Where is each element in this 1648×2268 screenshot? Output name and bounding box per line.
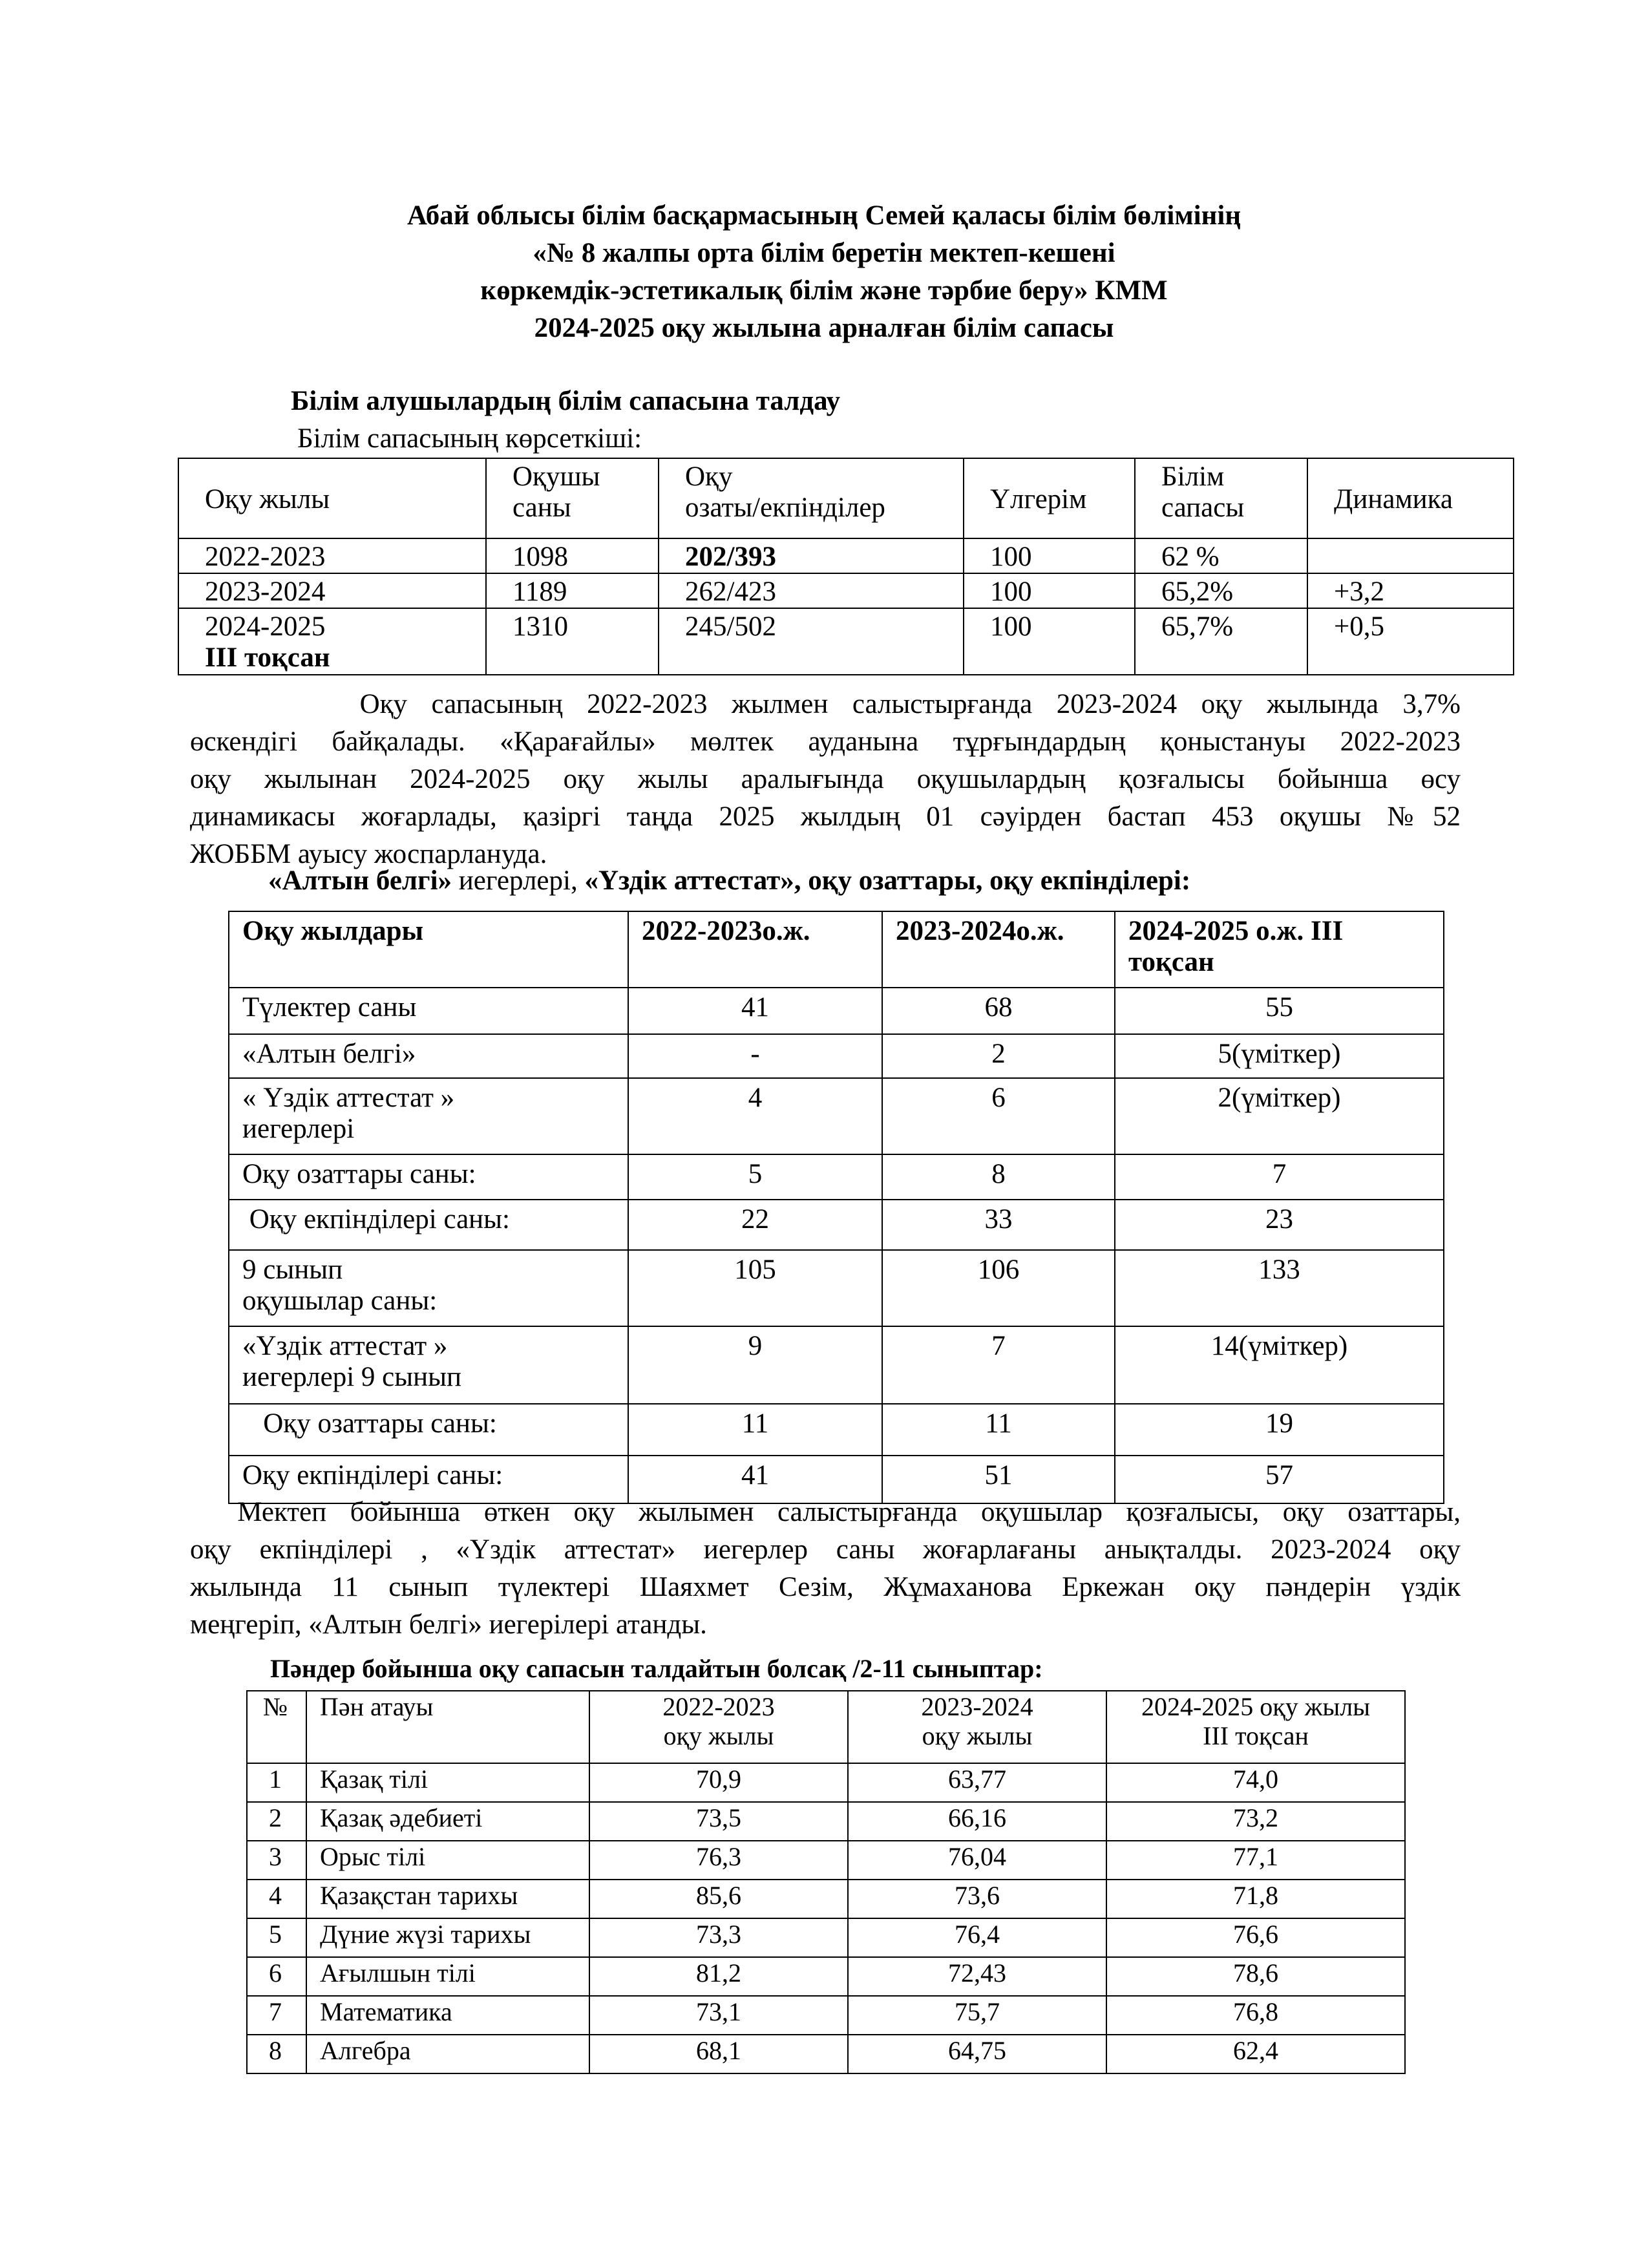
paragraph-line: динамикасы жоғарлады, қазіргі таңда 2025 жылдың 01 сәуірден бастап 453 оқушы №52 bbox=[190, 801, 1461, 832]
table1-cell-dynamics: +0,5 bbox=[1307, 608, 1514, 674]
table3-cell-subject: Қазақстан тарихы bbox=[306, 1880, 589, 1918]
table3-cell-subject: Қазақ тілі bbox=[306, 1763, 589, 1802]
table3-cell-number: 8 bbox=[247, 2035, 306, 2073]
table3-cell-value: 76,04 bbox=[848, 1841, 1106, 1880]
table2-cell-value: 9 bbox=[628, 1326, 882, 1404]
paragraph-line: өскендігі байқалады. «Қарағайлы» мөлтек ауданына тұрғындардың қоныстануы 2022-2023 bbox=[190, 726, 1461, 757]
subject-quality-table bbox=[246, 1690, 1406, 2074]
table2-cell-value: 11 bbox=[882, 1404, 1115, 1456]
table-row bbox=[178, 538, 1514, 573]
table2-cell-value: 23 bbox=[1115, 1200, 1444, 1250]
table3-cell-number: 1 bbox=[247, 1763, 306, 1802]
table1-cell-students: 1098 bbox=[486, 538, 659, 573]
table3-cell-subject: Ағылшын тілі bbox=[306, 1957, 589, 1996]
table3-header-2022: 2022-2023 оқу жылы bbox=[589, 1691, 848, 1763]
table2-header-2024: 2024-2025 о.ж. ІІІ тоқсан bbox=[1115, 911, 1444, 988]
table2-cell-value: 41 bbox=[628, 988, 882, 1034]
table2-body bbox=[229, 988, 1444, 1503]
table-row bbox=[229, 1326, 1444, 1404]
table1-header-dynamics: Динамика bbox=[1307, 458, 1514, 538]
table3-cell-value: 74,0 bbox=[1106, 1763, 1405, 1802]
table3-cell-value: 76,3 bbox=[589, 1841, 848, 1880]
table2-cell-value: 106 bbox=[882, 1250, 1115, 1326]
table3-cell-value: 63,77 bbox=[848, 1763, 1106, 1802]
table1-header-row bbox=[178, 458, 1514, 538]
table3-cell-subject: Орыс тілі bbox=[306, 1841, 589, 1880]
table2-cell-value: 51 bbox=[882, 1456, 1115, 1503]
table3-header-row bbox=[247, 1691, 1405, 1763]
table-row bbox=[229, 1154, 1444, 1200]
table3-cell-value: 62,4 bbox=[1106, 2035, 1405, 2073]
table3-cell-value: 64,75 bbox=[848, 2035, 1106, 2073]
table2-cell-value: 14(үміткер) bbox=[1115, 1326, 1444, 1404]
table3-cell-value: 76,4 bbox=[848, 1918, 1106, 1957]
table3-cell-value: 73,3 bbox=[589, 1918, 848, 1957]
paragraph-quality-analysis bbox=[190, 686, 1461, 873]
table-row bbox=[178, 608, 1514, 674]
table-row bbox=[178, 573, 1514, 608]
table3-cell-number: 4 bbox=[247, 1880, 306, 1918]
table2-cell-value: 105 bbox=[628, 1250, 882, 1326]
table3-cell-value: 66,16 bbox=[848, 1802, 1106, 1841]
table2-cell-value: 133 bbox=[1115, 1250, 1444, 1326]
section1-subheading: Білім сапасының көрсеткіші: bbox=[297, 423, 642, 454]
table2-cell-value: 4 bbox=[628, 1078, 882, 1154]
paragraph-line: Мектеп бойынша өткен оқу жылымен салыстырғанда оқушылар қозғалысы, оқу озаттары, bbox=[190, 1497, 1461, 1527]
table-row bbox=[229, 1078, 1444, 1154]
table1-cell-honors: 202/393 bbox=[659, 538, 964, 573]
table3-header-subject: Пән атауы bbox=[306, 1691, 589, 1763]
table2-cell-value: 6 bbox=[882, 1078, 1115, 1154]
table3-body bbox=[247, 1763, 1405, 2073]
table1-cell-progress: 100 bbox=[964, 538, 1135, 573]
table3-cell-value: 73,1 bbox=[589, 1996, 848, 2035]
table2-cell-value: 8 bbox=[882, 1154, 1115, 1200]
table3-cell-value: 68,1 bbox=[589, 2035, 848, 2073]
table-row bbox=[229, 1250, 1444, 1326]
table2-cell-value: 19 bbox=[1115, 1404, 1444, 1456]
table2-cell-value: 55 bbox=[1115, 988, 1444, 1034]
table3-cell-number: 3 bbox=[247, 1841, 306, 1880]
table1-cell-students: 1189 bbox=[486, 573, 659, 608]
table2-cell-value: 68 bbox=[882, 988, 1115, 1034]
table-row bbox=[247, 1802, 1405, 1841]
table2-cell-label: Оқу екпінділері саны: bbox=[229, 1456, 628, 1503]
table3-cell-number: 2 bbox=[247, 1802, 306, 1841]
table1-header-honors: Оқу озаты/екпінділер bbox=[659, 458, 964, 538]
table3-cell-value: 77,1 bbox=[1106, 1841, 1405, 1880]
table2-cell-value: 11 bbox=[628, 1404, 882, 1456]
table1-header-year: Оқу жылы bbox=[178, 458, 486, 538]
table3-cell-number: 7 bbox=[247, 1996, 306, 2035]
table2-cell-value: 5 bbox=[628, 1154, 882, 1200]
document-title bbox=[259, 197, 1389, 347]
table2-cell-label: «Алтын белгі» bbox=[229, 1034, 628, 1078]
table3-header-2023: 2023-2024 оқу жылы bbox=[848, 1691, 1106, 1763]
table2-cell-label: Түлектер саны bbox=[229, 988, 628, 1034]
table2-header-2022: 2022-2023о.ж. bbox=[628, 911, 882, 988]
table1-cell-quality: 65,7% bbox=[1135, 608, 1307, 674]
table3-cell-value: 76,6 bbox=[1106, 1918, 1405, 1957]
table-row bbox=[247, 1880, 1405, 1918]
table1-cell-honors: 245/502 bbox=[659, 608, 964, 674]
table2-cell-label: Оқу екпінділері саны: bbox=[229, 1200, 628, 1250]
table3-cell-value: 72,43 bbox=[848, 1957, 1106, 1996]
paragraph-line: ЖОББМ ауысу жоспарлануда. bbox=[190, 839, 547, 869]
table1-cell-quality: 62 % bbox=[1135, 538, 1307, 573]
quality-indicator-table bbox=[178, 458, 1514, 675]
table3-cell-number: 6 bbox=[247, 1957, 306, 1996]
table1-header-progress: Үлгерім bbox=[964, 458, 1135, 538]
table-row bbox=[229, 988, 1444, 1034]
table2-cell-value: 33 bbox=[882, 1200, 1115, 1250]
paragraph-movement-analysis bbox=[190, 1494, 1461, 1644]
table2-cell-label: 9 сынып оқушылар саны: bbox=[229, 1250, 628, 1326]
table-row bbox=[247, 1996, 1405, 2035]
table1-cell-year: 2023-2024 bbox=[178, 573, 486, 608]
table3-cell-value: 76,8 bbox=[1106, 1996, 1405, 2035]
table2-cell-value: 57 bbox=[1115, 1456, 1444, 1503]
table2-cell-value: 5(үміткер) bbox=[1115, 1034, 1444, 1078]
table1-cell-progress: 100 bbox=[964, 608, 1135, 674]
table2-cell-value: 2 bbox=[882, 1034, 1115, 1078]
paragraph-line: оқу екпінділері , «Үздік аттестат» иегерлер саны жоғарлағаны анықталды. 2023-2024 оқу bbox=[190, 1534, 1461, 1565]
table3-header-2024: 2024-2025 оқу жылы ІІІ тоқсан bbox=[1106, 1691, 1405, 1763]
table1-cell-dynamics bbox=[1307, 538, 1514, 573]
table-row bbox=[247, 1918, 1405, 1957]
table1-cell-quality: 65,2% bbox=[1135, 573, 1307, 608]
section2-heading: «Алтын белгі» иегерлері, «Үздік аттестат», оқу озаттары, оқу екпінділері: bbox=[268, 865, 1191, 896]
table3-cell-number: 5 bbox=[247, 1918, 306, 1957]
table2-cell-label: Оқу озаттары саны: bbox=[229, 1404, 628, 1456]
table3-cell-value: 70,9 bbox=[589, 1763, 848, 1802]
table3-cell-value: 73,6 bbox=[848, 1880, 1106, 1918]
table2-cell-value: 41 bbox=[628, 1456, 882, 1503]
table3-cell-value: 71,8 bbox=[1106, 1880, 1405, 1918]
table3-cell-value: 85,6 bbox=[589, 1880, 848, 1918]
paragraph-line: оқу жылынан 2024-2025 оқу жылы аралығында оқушылардың қозғалысы бойынша өсу bbox=[190, 764, 1461, 794]
table2-cell-label: «Үздік аттестат » иегерлері 9 сынып bbox=[229, 1326, 628, 1404]
table3-header-number: № bbox=[247, 1691, 306, 1763]
title-line-4: 2024-2025 оқу жылына арналған білім сапасы bbox=[534, 313, 1114, 343]
table1-cell-progress: 100 bbox=[964, 573, 1135, 608]
title-line-3: көркемдік-эстетикалық білім және тәрбие беру» КММ bbox=[480, 275, 1168, 306]
table3-cell-value: 78,6 bbox=[1106, 1957, 1405, 1996]
table3-cell-value: 73,5 bbox=[589, 1802, 848, 1841]
table-row bbox=[229, 1034, 1444, 1078]
table2-header-years: Оқу жылдары bbox=[229, 911, 628, 988]
paragraph-line: Оқу сапасының 2022-2023 жылмен салыстырғанда 2023-2024 оқу жылында 3,7% bbox=[190, 689, 1461, 719]
table3-cell-subject: Дүние жүзі тарихы bbox=[306, 1918, 589, 1957]
table3-cell-subject: Математика bbox=[306, 1996, 589, 2035]
table2-cell-value: 7 bbox=[882, 1326, 1115, 1404]
table-row bbox=[247, 1763, 1405, 1802]
table1-cell-students: 1310 bbox=[486, 608, 659, 674]
table-row bbox=[229, 1404, 1444, 1456]
paragraph-line: жылында 11 сынып түлектері Шаяхмет Сезім, Жұмаханова Еркежан оқу пәндерін үздік bbox=[190, 1572, 1461, 1602]
table2-cell-value: 7 bbox=[1115, 1154, 1444, 1200]
table-row bbox=[247, 2035, 1405, 2073]
title-line-1: Абай облысы білім басқармасының Семей қаласы білім бөлімінің bbox=[407, 200, 1241, 231]
table2-header-2023: 2023-2024о.ж. bbox=[882, 911, 1115, 988]
table2-cell-value: - bbox=[628, 1034, 882, 1078]
title-line-2: «№ 8 жалпы орта білім беретін мектеп-кешені bbox=[533, 238, 1115, 268]
table1-cell-year: 2022-2023 bbox=[178, 538, 486, 573]
table3-cell-value: 73,2 bbox=[1106, 1802, 1405, 1841]
table1-cell-honors: 262/423 bbox=[659, 573, 964, 608]
table3-cell-subject: Алгебра bbox=[306, 2035, 589, 2073]
section3-heading: Пәндер бойынша оқу сапасын талдайтын болсақ /2-11 сыныптар: bbox=[270, 1654, 1043, 1683]
table2-cell-value: 2(үміткер) bbox=[1115, 1078, 1444, 1154]
table2-cell-value: 22 bbox=[628, 1200, 882, 1250]
table-row bbox=[229, 1200, 1444, 1250]
table1-header-quality: Білім сапасы bbox=[1135, 458, 1307, 538]
table3-cell-value: 81,2 bbox=[589, 1957, 848, 1996]
awards-table bbox=[228, 911, 1444, 1504]
table2-cell-label: « Үздік аттестат » иегерлері bbox=[229, 1078, 628, 1154]
table1-header-students: Оқушы саны bbox=[486, 458, 659, 538]
table3-cell-value: 75,7 bbox=[848, 1996, 1106, 2035]
table2-cell-label: Оқу озаттары саны: bbox=[229, 1154, 628, 1200]
table2-header-row bbox=[229, 911, 1444, 988]
table1-cell-year: 2024-2025 ІІІ тоқсан bbox=[178, 608, 486, 674]
table1-cell-dynamics: +3,2 bbox=[1307, 573, 1514, 608]
paragraph-line: меңгеріп, «Алтын белгі» иегерілері атанды. bbox=[190, 1609, 707, 1640]
table3-cell-subject: Қазақ әдебиеті bbox=[306, 1802, 589, 1841]
section1-heading: Білім алушылардың білім сапасына талдау bbox=[291, 386, 840, 416]
table-row bbox=[247, 1841, 1405, 1880]
table-row bbox=[247, 1957, 1405, 1996]
